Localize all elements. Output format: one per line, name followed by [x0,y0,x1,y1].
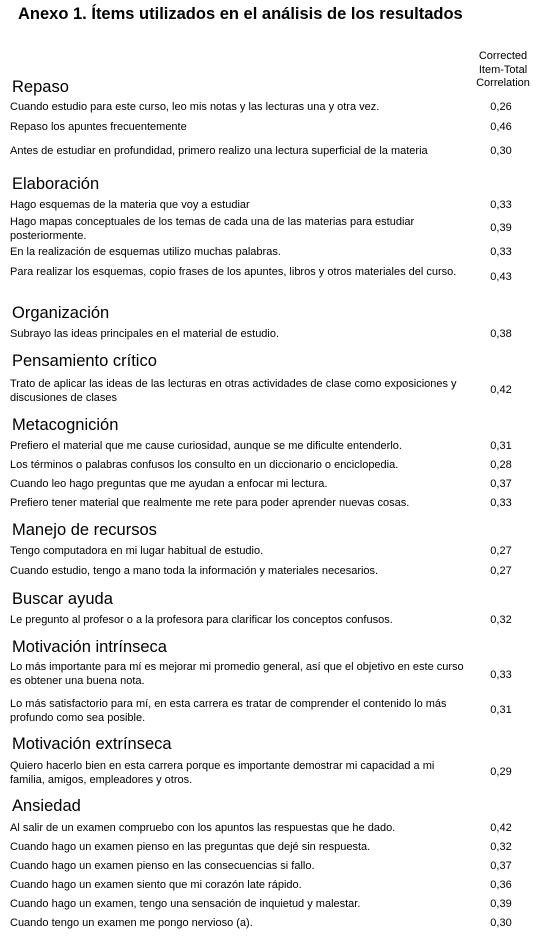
item-text: Cuando hago un examen, tengo una sensación de inquietud y malestar. [10,898,361,910]
item-correlation-value: 0,31 [490,440,512,452]
item-correlation-value: 0,31 [490,704,512,716]
section-heading: Manejo de recursos [12,521,157,539]
item-correlation-value: 0,37 [490,860,512,872]
item-text: Cuando hago un examen pienso en las consecuencias si fallo. [10,860,315,872]
item-correlation-value: 0,33 [490,246,512,258]
section-heading: Ansiedad [12,797,81,815]
item-text: Al salir de un examen compruebo con los apuntos las respuestas que he dado. [10,822,396,834]
item-text: Hago esquemas de la materia que voy a estudiar [10,199,250,211]
section-heading: Repaso [12,78,69,96]
section-heading: Metacognición [12,416,119,434]
item-text: Subrayo las ideas principales en el material de estudio. [10,328,280,340]
item-text: Cuando hago un examen siento que mi corazón late rápido. [10,879,302,891]
section-heading: Motivación extrínseca [12,735,172,753]
item-correlation-value: 0,32 [490,614,512,626]
item-text: Lo más satisfactorio para mí, en esta carrera es tratar de comprender el contenido lo más profundo como sea posible. [10,698,447,724]
item-text: Lo más importante para mí es mejorar mi promedio general, así que el objetivo en este curso es obtener una buena nota. [10,661,464,687]
section-heading: Buscar ayuda [12,590,113,608]
section-heading: Elaboración [12,175,100,193]
item-correlation-value: 0,26 [490,101,512,113]
item-correlation-value: 0,28 [490,459,512,471]
item-correlation-value: 0,43 [490,271,512,283]
item-text: Prefiero tener material que realmente me rete para poder aprender nuevas cosas. [10,497,410,509]
item-correlation-value: 0,29 [490,766,512,778]
item-correlation-value: 0,30 [490,145,512,157]
item-correlation-value: 0,33 [490,199,512,211]
page-title: Anexo 1. Ítems utilizados en el análisis de los resultados [18,5,463,23]
item-correlation-value: 0,36 [490,879,512,891]
item-text: Los términos o palabras confusos los consulto en un diccionario o enciclopedia. [10,459,399,471]
item-text: Tengo computadora en mi lugar habitual de estudio. [10,545,264,557]
item-text: Cuando tengo un examen me pongo nervioso (a). [10,917,253,929]
item-correlation-value: 0,42 [490,822,512,834]
item-correlation-value: 0,33 [490,669,512,681]
item-correlation-value: 0,32 [490,841,512,853]
item-correlation-value: 0,27 [490,565,512,577]
item-text: Le pregunto al profesor o a la profesora para clarificar los conceptos confusos. [10,614,393,626]
item-correlation-value: 0,38 [490,328,512,340]
item-text: Quiero hacerlo bien en esta carrera porque es importante demostrar mi capacidad a mi familia, amigos, empleadores y otros. [10,760,435,786]
section-heading: Pensamiento crítico [12,352,157,370]
item-correlation-value: 0,33 [490,497,512,509]
item-text: Cuando leo hago preguntas que me ayudan a enfocar mi lectura. [10,478,328,490]
item-text: Trato de aplicar las ideas de las lecturas en otras actividades de clase como exposiciones y discusiones de clases [10,378,457,404]
column-header-line: Item-Total [478,63,528,76]
item-text: Cuando estudio para este curso, leo mis notas y las lecturas una y otra vez. [10,101,380,113]
item-correlation-value: 0,46 [490,121,512,133]
item-text: Cuando estudio, tengo a mano toda la información y materiales necesarios. [10,565,379,577]
section-heading: Motivación intrínseca [12,638,167,656]
section-heading: Organización [12,304,110,322]
item-correlation-value: 0,27 [490,545,512,557]
column-header [466,50,540,91]
column-header-line: Corrected [478,50,528,62]
column-header-line: Correlation [476,77,530,89]
item-text: Repaso los apuntes frecuentemente [10,121,187,133]
item-correlation-value: 0,39 [490,222,512,234]
item-text: Cuando hago un examen pienso en las preguntas que dejé sin respuesta. [10,841,371,853]
item-text: Prefiero el material que me cause curiosidad, aunque se me dificulte entenderlo. [10,440,402,452]
item-text: Antes de estudiar en profundidad, primero realizo una lectura superficial de la materia [10,145,428,157]
item-text: En la realización de esquemas utilizo muchas palabras. [10,246,281,258]
item-text: Para realizar los esquemas, copio frases de los apuntes, libros y otros materiales del curso. [10,266,457,278]
item-correlation-value: 0,37 [490,478,512,490]
item-correlation-value: 0,42 [490,384,512,396]
item-text: Hago mapas conceptuales de los temas de cada una de las materias para estudiar posteriormente. [10,216,415,242]
item-correlation-value: 0,39 [490,898,512,910]
item-correlation-value: 0,30 [490,917,512,929]
